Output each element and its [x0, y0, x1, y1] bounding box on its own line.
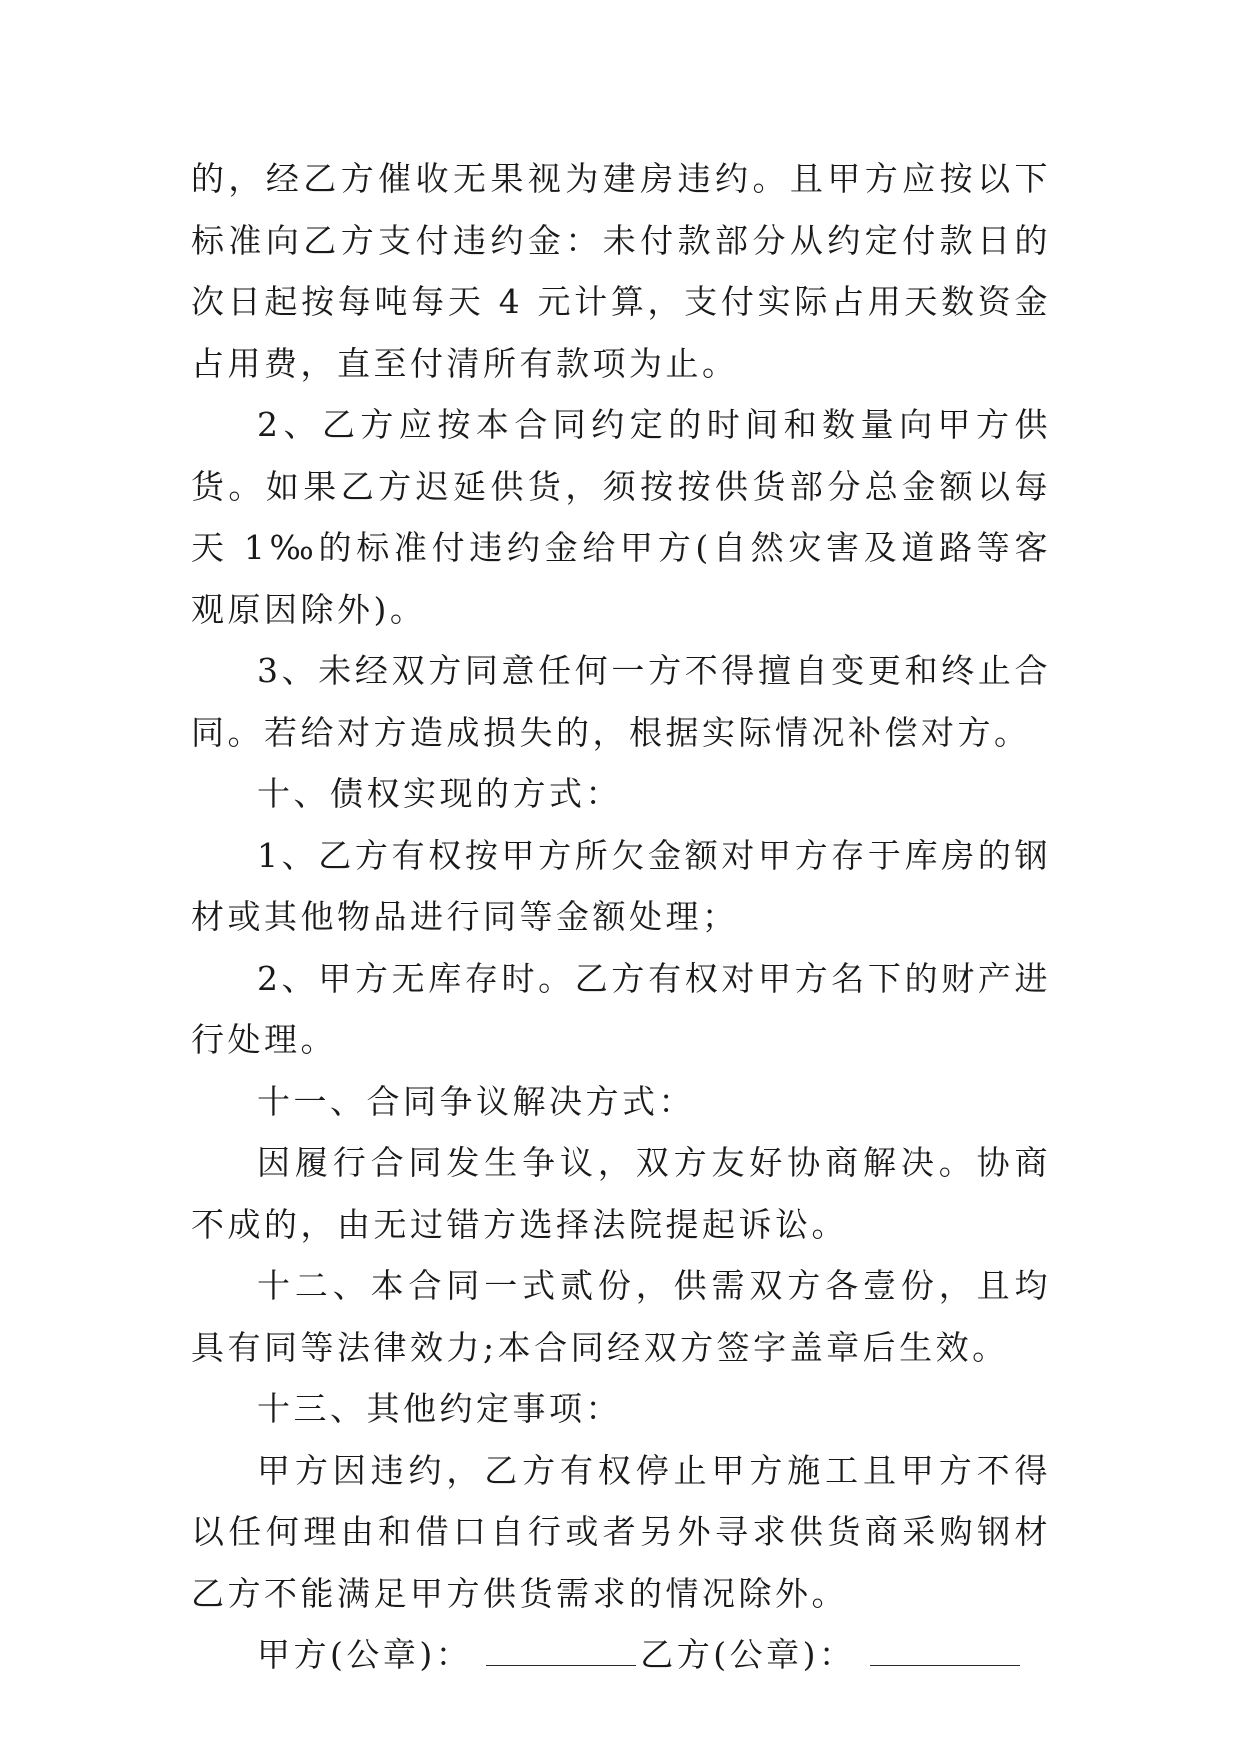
paragraph-other-terms: 甲方因违约，乙方有权停止甲方施工且甲方不得以任何理由和借口自行或者另外寻求供货商采购钢材乙方不能满足甲方供货需求的情况除外。	[191, 1450, 1051, 1613]
paragraph-late-payment-penalty: 的，经乙方催收无果视为建房违约。且甲方应按以下标准向乙方支付违约金：未付款部分从约定付款日的次日起按每吨每天 4 元计算，支付实际占用天数资金占用费，直至付清所有款项为止。	[191, 159, 1051, 383]
section-heading-dispute-resolution: 十一、合同争议解决方式：	[257, 1081, 695, 1121]
paragraph-contract-copies: 十二、本合同一式贰份，供需双方各壹份，且均具有同等法律效力;本合同经双方签字盖章后生效。	[191, 1266, 1051, 1367]
signature-line	[191, 1624, 1051, 1686]
paragraph-debt-item-2: 2、甲方无库存时。乙方有权对甲方名下的财产进行处理。	[191, 958, 1051, 1059]
party-a-seal-label: 甲方(公章)：	[257, 1635, 473, 1674]
party-b-seal-label: 乙方(公章)：	[640, 1635, 856, 1674]
paragraph-debt-item-1: 1、乙方有权按甲方所欠金额对甲方存于库房的钢材或其他物品进行同等金额处理；	[191, 835, 1051, 936]
paragraph-delivery-delay-penalty: 2、乙方应按本合同约定的时间和数量向甲方供货。如果乙方迟延供货，须按按供货部分总金额以每天 1‰的标准付违约金给甲方(自然灾害及道路等客观原因除外)。	[191, 405, 1051, 629]
paragraph-dispute-resolution: 因履行合同发生争议，双方友好协商解决。协商不成的，由无过错方选择法院提起诉讼。	[191, 1143, 1051, 1244]
paragraph-contract-change: 3、未经双方同意任何一方不得擅自变更和终止合同。若给对方造成损失的，根据实际情况补偿对方。	[191, 651, 1051, 752]
section-heading-other-terms: 十三、其他约定事项：	[257, 1389, 622, 1428]
section-heading-debt-realization: 十、债权实现的方式：	[257, 774, 622, 813]
party-b-signature-blank	[870, 1635, 1020, 1666]
document-body	[191, 148, 1051, 1686]
party-a-signature-blank	[486, 1635, 636, 1666]
